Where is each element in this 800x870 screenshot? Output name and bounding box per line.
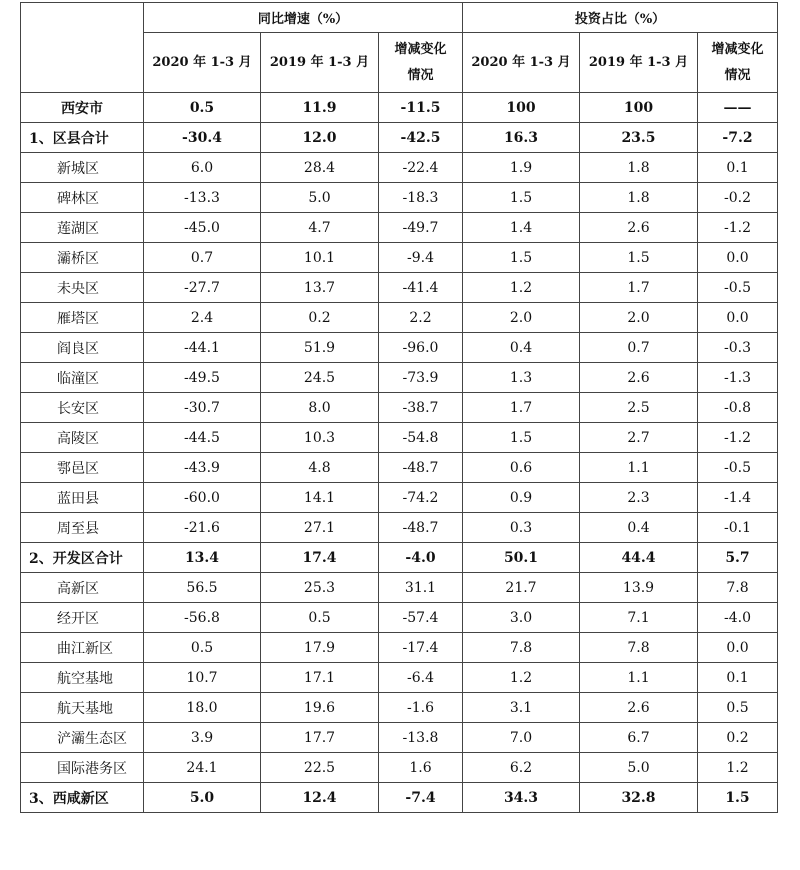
- row-value: 21.7: [463, 573, 580, 603]
- row-value: -96.0: [379, 333, 463, 363]
- yoy-growth-header: 同比增速（%）: [144, 3, 463, 33]
- row-value: 1.4: [463, 213, 580, 243]
- row-value: 0.4: [463, 333, 580, 363]
- row-value: -18.3: [379, 183, 463, 213]
- row-value: 34.3: [463, 783, 580, 813]
- row-value: 5.0: [580, 753, 698, 783]
- row-value: 10.1: [261, 243, 379, 273]
- row-value: 0.9: [463, 483, 580, 513]
- row-value: -42.5: [379, 123, 463, 153]
- row-value: 3.9: [144, 723, 261, 753]
- table-row: [21, 183, 778, 213]
- row-value: 1.8: [580, 153, 698, 183]
- row-value: -45.0: [144, 213, 261, 243]
- row-value: 8.0: [261, 393, 379, 423]
- row-value: 1.5: [463, 183, 580, 213]
- table-row: [21, 573, 778, 603]
- col-2020-q1-share: 2020 年 1-3 月: [463, 33, 580, 93]
- row-value: -43.9: [144, 453, 261, 483]
- row-value: 12.0: [261, 123, 379, 153]
- table-row: [21, 453, 778, 483]
- row-value: -4.0: [698, 603, 778, 633]
- col-share-change-line2: 情况: [724, 67, 751, 83]
- row-value: 5.0: [261, 183, 379, 213]
- row-value: 1.3: [463, 363, 580, 393]
- row-value: 1.9: [463, 153, 580, 183]
- table-row: [21, 363, 778, 393]
- row-value: 0.7: [580, 333, 698, 363]
- row-value: 16.3: [463, 123, 580, 153]
- row-value: 3.0: [463, 603, 580, 633]
- row-value: -7.2: [698, 123, 778, 153]
- col-2019-q1-growth: 2019 年 1-3 月: [261, 33, 379, 93]
- table-row: [21, 543, 778, 573]
- row-value: 7.8: [698, 573, 778, 603]
- row-value: 2.5: [580, 393, 698, 423]
- row-value: 11.9: [261, 93, 379, 123]
- row-value: 2.7: [580, 423, 698, 453]
- col-share-change: [698, 33, 778, 93]
- row-value: 1.6: [379, 753, 463, 783]
- row-value: 6.0: [144, 153, 261, 183]
- row-value: 2.6: [580, 693, 698, 723]
- row-value: 1.8: [580, 183, 698, 213]
- row-value: -49.5: [144, 363, 261, 393]
- row-value: 0.5: [144, 633, 261, 663]
- row-name: 雁塔区: [21, 303, 144, 333]
- table-row: [21, 663, 778, 693]
- row-value: 7.8: [580, 633, 698, 663]
- row-value: 17.9: [261, 633, 379, 663]
- table-row: [21, 333, 778, 363]
- row-value: -9.4: [379, 243, 463, 273]
- row-name: 临潼区: [21, 363, 144, 393]
- row-value: 17.4: [261, 543, 379, 573]
- row-value: -57.4: [379, 603, 463, 633]
- row-value: -7.4: [379, 783, 463, 813]
- row-value: 56.5: [144, 573, 261, 603]
- row-value: -0.5: [698, 453, 778, 483]
- col-share-change-line1: 增减变化: [711, 41, 764, 57]
- row-value: 1.2: [463, 663, 580, 693]
- row-value: 0.1: [698, 153, 778, 183]
- row-value: -22.4: [379, 153, 463, 183]
- row-name: 碑林区: [21, 183, 144, 213]
- table-row: [21, 273, 778, 303]
- row-value: -73.9: [379, 363, 463, 393]
- row-value: -30.4: [144, 123, 261, 153]
- row-value: 6.7: [580, 723, 698, 753]
- table-row: [21, 123, 778, 153]
- row-value: 0.7: [144, 243, 261, 273]
- row-value: 0.5: [144, 93, 261, 123]
- row-name: 浐灞生态区: [21, 723, 144, 753]
- row-value: 3.1: [463, 693, 580, 723]
- row-value: 23.5: [580, 123, 698, 153]
- row-name: 莲湖区: [21, 213, 144, 243]
- row-value: 32.8: [580, 783, 698, 813]
- row-value: 1.5: [463, 243, 580, 273]
- table-row: [21, 243, 778, 273]
- row-value: -21.6: [144, 513, 261, 543]
- row-value: 1.2: [698, 753, 778, 783]
- row-value: -60.0: [144, 483, 261, 513]
- row-value: 7.8: [463, 633, 580, 663]
- row-value: 0.4: [580, 513, 698, 543]
- table-row: [21, 483, 778, 513]
- row-name: 2、开发区合计: [21, 543, 144, 573]
- row-value: 7.1: [580, 603, 698, 633]
- row-value: -41.4: [379, 273, 463, 303]
- row-value: 44.4: [580, 543, 698, 573]
- row-value: 14.1: [261, 483, 379, 513]
- row-name: 1、区县合计: [21, 123, 144, 153]
- row-name: 高陵区: [21, 423, 144, 453]
- table-row: [21, 723, 778, 753]
- row-value: 4.7: [261, 213, 379, 243]
- row-value: -13.3: [144, 183, 261, 213]
- row-value: -56.8: [144, 603, 261, 633]
- row-name: 鄠邑区: [21, 453, 144, 483]
- row-name: 阎良区: [21, 333, 144, 363]
- row-value: 2.0: [580, 303, 698, 333]
- row-value: 5.0: [144, 783, 261, 813]
- row-value: 18.0: [144, 693, 261, 723]
- row-value: 1.5: [580, 243, 698, 273]
- row-value: -0.3: [698, 333, 778, 363]
- row-value: -30.7: [144, 393, 261, 423]
- table-row: [21, 213, 778, 243]
- row-name: 西安市: [21, 93, 144, 123]
- row-value: -54.8: [379, 423, 463, 453]
- col-growth-change-line1: 增减变化: [394, 41, 447, 57]
- row-value: -0.1: [698, 513, 778, 543]
- table-row: [21, 423, 778, 453]
- row-value: 2.3: [580, 483, 698, 513]
- row-value: -49.7: [379, 213, 463, 243]
- col-growth-change-line2: 情况: [407, 67, 434, 83]
- row-value: -27.7: [144, 273, 261, 303]
- row-value: 5.7: [698, 543, 778, 573]
- table-row: [21, 153, 778, 183]
- table-row: [21, 303, 778, 333]
- row-value: 0.5: [698, 693, 778, 723]
- row-value: -6.4: [379, 663, 463, 693]
- row-value: 27.1: [261, 513, 379, 543]
- row-value: 1.1: [580, 663, 698, 693]
- table-body: [21, 93, 778, 813]
- row-name: 周至县: [21, 513, 144, 543]
- row-value: -1.2: [698, 213, 778, 243]
- table-row: [21, 603, 778, 633]
- row-name: 国际港务区: [21, 753, 144, 783]
- row-value: 1.2: [463, 273, 580, 303]
- row-value: -1.4: [698, 483, 778, 513]
- row-value: 51.9: [261, 333, 379, 363]
- table-row: [21, 93, 778, 123]
- row-value: 1.5: [463, 423, 580, 453]
- table-row: [21, 393, 778, 423]
- row-name: 新城区: [21, 153, 144, 183]
- row-value: -0.8: [698, 393, 778, 423]
- row-value: 10.7: [144, 663, 261, 693]
- row-value: -1.3: [698, 363, 778, 393]
- row-value: 2.6: [580, 363, 698, 393]
- row-name: 蓝田县: [21, 483, 144, 513]
- row-value: 1.1: [580, 453, 698, 483]
- row-value: -13.8: [379, 723, 463, 753]
- row-name: 灞桥区: [21, 243, 144, 273]
- row-value: 50.1: [463, 543, 580, 573]
- table-row: [21, 783, 778, 813]
- row-name: 高新区: [21, 573, 144, 603]
- row-value: 13.9: [580, 573, 698, 603]
- row-value: -44.5: [144, 423, 261, 453]
- row-value: 2.2: [379, 303, 463, 333]
- row-value: 0.5: [261, 603, 379, 633]
- row-value: 24.1: [144, 753, 261, 783]
- row-value: 31.1: [379, 573, 463, 603]
- row-value: -4.0: [379, 543, 463, 573]
- row-value: -1.2: [698, 423, 778, 453]
- row-value: -74.2: [379, 483, 463, 513]
- row-value: 2.0: [463, 303, 580, 333]
- col-2019-q1-share: 2019 年 1-3 月: [580, 33, 698, 93]
- row-value: -38.7: [379, 393, 463, 423]
- row-value: -0.5: [698, 273, 778, 303]
- row-value: 0.3: [463, 513, 580, 543]
- row-value: 24.5: [261, 363, 379, 393]
- row-name: 未央区: [21, 273, 144, 303]
- row-value: ——: [698, 93, 778, 123]
- row-value: -0.2: [698, 183, 778, 213]
- row-value: 2.6: [580, 213, 698, 243]
- row-name: 经开区: [21, 603, 144, 633]
- col-growth-change: [379, 33, 463, 93]
- row-value: 1.5: [698, 783, 778, 813]
- row-value: 10.3: [261, 423, 379, 453]
- row-value: 17.1: [261, 663, 379, 693]
- row-value: 17.7: [261, 723, 379, 753]
- corner-cell: [21, 3, 144, 93]
- row-value: -48.7: [379, 513, 463, 543]
- row-name: 长安区: [21, 393, 144, 423]
- row-value: 22.5: [261, 753, 379, 783]
- table-row: [21, 513, 778, 543]
- table-row: [21, 693, 778, 723]
- row-value: 100: [580, 93, 698, 123]
- row-value: 0.6: [463, 453, 580, 483]
- table-row: [21, 633, 778, 663]
- row-value: 19.6: [261, 693, 379, 723]
- row-value: 1.7: [463, 393, 580, 423]
- row-value: 25.3: [261, 573, 379, 603]
- row-value: 0.0: [698, 633, 778, 663]
- row-name: 3、西咸新区: [21, 783, 144, 813]
- row-value: 0.0: [698, 243, 778, 273]
- investment-share-header: 投资占比（%）: [463, 3, 778, 33]
- row-value: 1.7: [580, 273, 698, 303]
- row-value: 0.0: [698, 303, 778, 333]
- row-value: 12.4: [261, 783, 379, 813]
- row-value: 0.2: [698, 723, 778, 753]
- row-value: 7.0: [463, 723, 580, 753]
- row-value: 100: [463, 93, 580, 123]
- investment-table: [20, 2, 778, 813]
- row-value: 13.7: [261, 273, 379, 303]
- row-name: 航空基地: [21, 663, 144, 693]
- row-name: 曲江新区: [21, 633, 144, 663]
- row-value: -17.4: [379, 633, 463, 663]
- row-value: 0.2: [261, 303, 379, 333]
- table-row: [21, 753, 778, 783]
- row-value: -48.7: [379, 453, 463, 483]
- col-2020-q1-growth: 2020 年 1-3 月: [144, 33, 261, 93]
- row-value: -44.1: [144, 333, 261, 363]
- row-value: 6.2: [463, 753, 580, 783]
- row-value: 28.4: [261, 153, 379, 183]
- row-value: 2.4: [144, 303, 261, 333]
- row-value: -1.6: [379, 693, 463, 723]
- row-value: 0.1: [698, 663, 778, 693]
- row-value: -11.5: [379, 93, 463, 123]
- row-value: 13.4: [144, 543, 261, 573]
- row-name: 航天基地: [21, 693, 144, 723]
- row-value: 4.8: [261, 453, 379, 483]
